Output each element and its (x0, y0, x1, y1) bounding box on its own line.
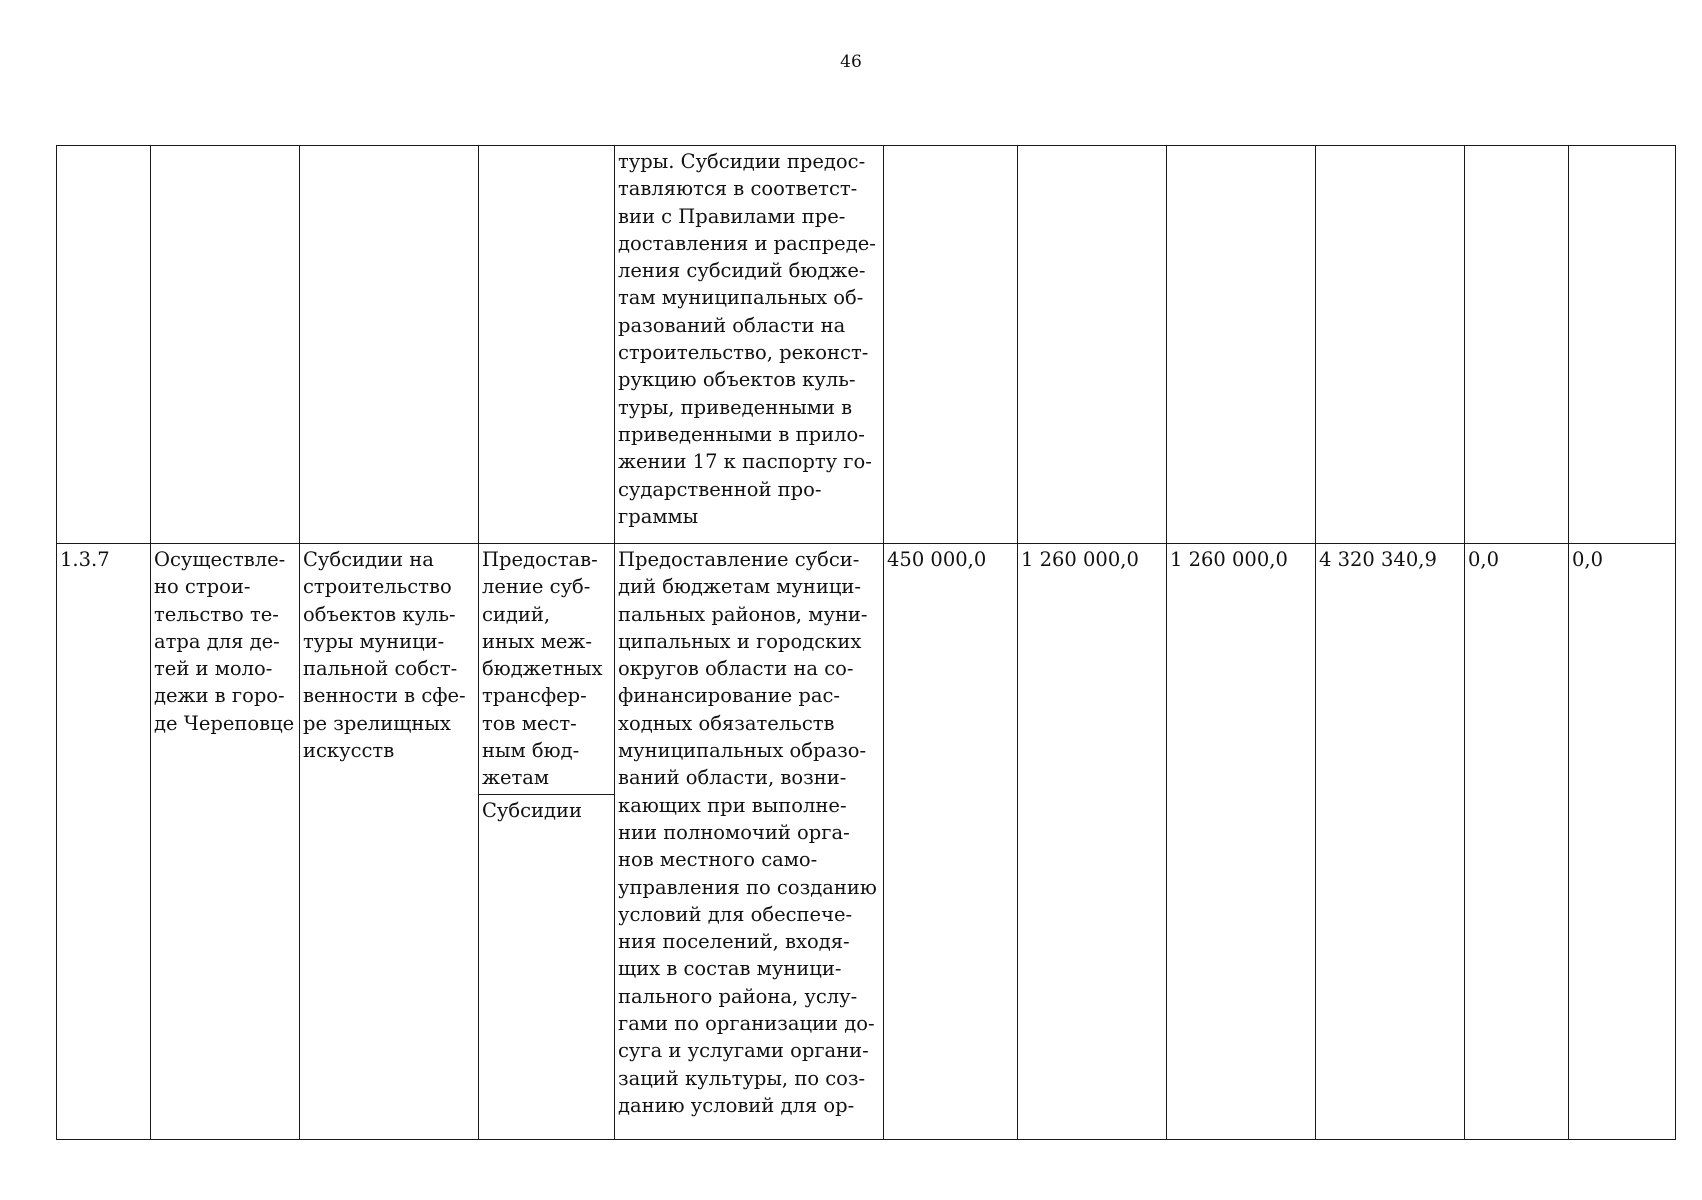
cell-number: 1.3.7 (57, 544, 151, 1140)
cell-value-3: 1 260 000,0 (1167, 544, 1316, 1140)
table-row-1-3-7 (57, 544, 1676, 1140)
cell-value-6: 0,0 (1569, 544, 1676, 1140)
form-type-subsidies: Субсидии (482, 798, 583, 822)
cell-value-6 (1569, 146, 1676, 544)
cell-value-1 (884, 146, 1018, 544)
cell-measure (151, 146, 300, 544)
cell-value-3 (1167, 146, 1316, 544)
cell-value-2: 1 260 000,0 (1018, 544, 1167, 1140)
cell-value-4 (1316, 146, 1465, 544)
program-table (56, 145, 1676, 1140)
cell-number (57, 146, 151, 544)
cell-value-2 (1018, 146, 1167, 544)
cell-value-4: 4 320 340,9 (1316, 544, 1465, 1140)
cell-form (479, 544, 615, 1140)
cell-value-5: 0,0 (1465, 544, 1569, 1140)
form-type-transfers: Предостав- ление суб- сидий, иных меж- бюджетных трансфер- тов мест- ным бюд- жетам (479, 544, 614, 795)
cell-description: Предоставление субси- дий бюджетам муници- пальных районов, муни- ципальных и городских округов области на со- финансирование рас- ходных обязательств муниципальных образо- ваний области, возни- кающих при выполне- нии полномочий орга- нов местного само- управления по созданию условий для обеспече- ния поселений, входя- щих в состав муници- пального района, услу- гами по организации до- суга и услугами органи- заций культуры, по соз- данию условий для ор- (615, 544, 884, 1140)
cell-form (479, 146, 615, 544)
cell-description: туры. Субсидии предос- тавляются в соответст- вии с Правилами пре- доставления и распреде- ления субсидий бюдже- там муниципальных об- разований области на строительство, реконст- рукцию объектов куль- туры, приведенными в приведенными в прило- жении 17 к паспорту го- сударственной про- граммы (615, 146, 884, 544)
cell-measure: Осуществле- но строи- тельство те- атра для де- тей и моло- дежи в горо- де Череповце (151, 544, 300, 1140)
cell-value-5 (1465, 146, 1569, 544)
cell-subsidy-name: Субсидии на строительство объектов куль- туры муници- пальной собст- венности в сфе- ре зрелищных искусств (300, 544, 479, 1140)
cell-value-1: 450 000,0 (884, 544, 1018, 1140)
table-row-continuation (57, 146, 1676, 544)
page-number: 46 (840, 52, 862, 72)
cell-subsidy-name (300, 146, 479, 544)
